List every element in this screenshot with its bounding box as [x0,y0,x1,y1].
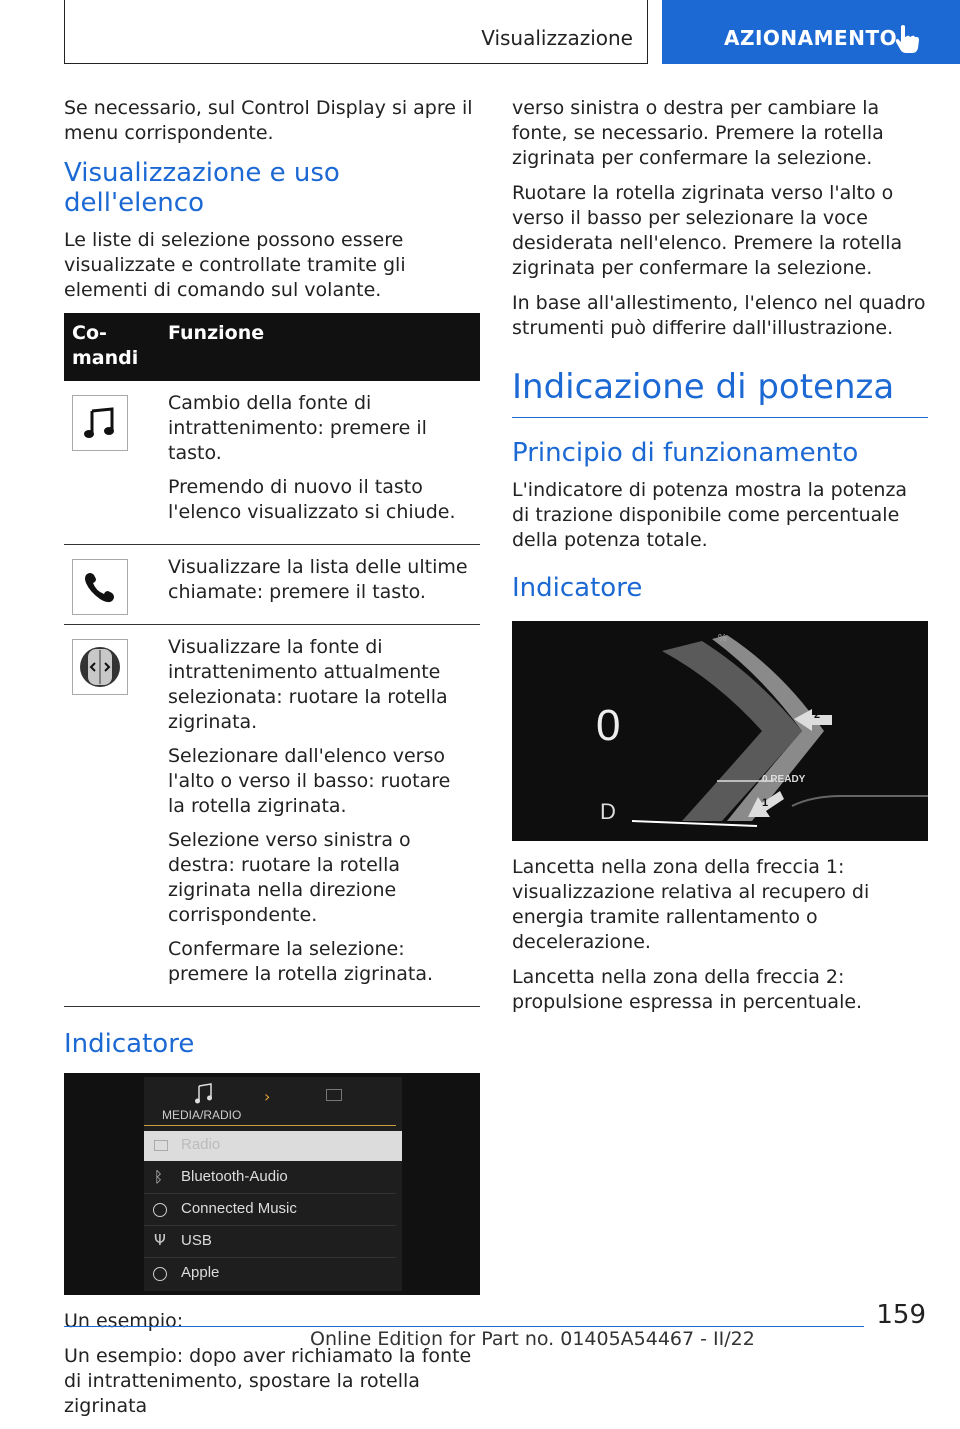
globe-icon [153,1203,167,1217]
phone-icon [72,559,128,615]
page-number: 159 [876,1300,926,1330]
menu-item-apple[interactable]: Apple [144,1259,396,1289]
arrow-2-label: 2 [814,709,821,721]
table-row [64,545,480,625]
table-row [64,381,480,545]
gauge-ready-label: 0 READY [762,774,806,785]
menu-title: MEDIA/RADIO [162,1108,242,1122]
right-column [512,96,928,1025]
media-menu-figure [64,1073,480,1295]
row3-text1: Visualizzare la fonte di intrattenimento attualmente selezionata: ruotare la rotella zigrinata. [168,636,448,733]
music-note-icon [72,395,128,451]
arrow2-description: Lancetta nella zona della freccia 2: propulsione espressa in percentuale. [512,966,863,1013]
gauge-percent-label: % [718,633,727,644]
controls-table [64,313,480,1007]
figure-caption-1: Un esempio: [64,1310,184,1332]
folder-icon [326,1089,342,1101]
row1-text1: Cambio della fonte di intrattenimento: premere il tasto. [168,392,427,464]
right-paragraph-2: Ruotare la rotella zigrinata verso l'alto o verso il basso per selezionare la voce desiderata nell'elenco. Premere la rotella zigrinata per confermare la selezione. [512,182,903,279]
music-note-icon [194,1083,214,1105]
bluetooth-icon: ᛒ [154,1168,164,1186]
footer-divider [64,1326,864,1327]
left-column [64,96,480,1429]
row1-text2: Premendo di nuovo il tasto l'elenco visualizzato si chiude. [168,476,456,523]
intro-paragraph: Se necessario, sul Control Display si apre il menu corrispondente. [64,97,473,144]
menu-item-bluetooth-audio[interactable]: ᛒ Bluetooth-Audio [144,1163,396,1194]
row2-text1: Visualizzare la lista delle ultime chiamate: premere il tasto. [168,556,468,603]
table-header-controls: Comandi [64,313,160,381]
arrow-1-label: 1 [762,797,769,809]
gauge-value: 0 [596,701,621,750]
menu-item-radio[interactable]: Radio [144,1131,402,1161]
row3-text4: Confermare la selezione: premere la rotella zigrinata. [168,938,434,985]
list-paragraph: Le liste di selezione possono essere visualizzate e controllate tramite gli elementi di comando sul volante. [64,229,406,301]
header-chapter-title: AZIONAMENTO [724,26,898,50]
header-chapter-tab [662,0,960,64]
table-row [64,625,480,1007]
header-section-box [64,0,648,64]
pointing-hand-icon [894,24,920,54]
power-gauge-figure [512,621,928,841]
play-circle-icon [153,1267,167,1281]
table-header-function: Funzione [160,313,480,381]
footer-edition-text: Online Edition for Part no. 01405A54467 - II/22 [310,1328,755,1350]
right-paragraph-3: In base all'allestimento, l'elenco nel quadro strumenti può differire dall'illustrazione. [512,292,926,339]
indicator-heading-left: Indicatore [64,1029,195,1059]
power-indicator-heading: Indicazione di potenza [512,367,928,418]
menu-title-underline [144,1125,396,1126]
right-paragraph-1: verso sinistra o destra per cambiare la fonte, se necessario. Premere la rotella zigrinata per confermare la selezione. [512,97,884,169]
figure-caption-2: Un esempio: dopo aver richiamato la fonte di intrattenimento, spostare la rotella zigrinata [64,1345,472,1417]
row3-text3: Selezione verso sinistra o destra: ruotare la rotella zigrinata nella direzione corrispondente. [168,829,411,926]
principle-paragraph: L'indicatore di potenza mostra la potenza di trazione disponibile come percentuale della potenza totale. [512,479,908,551]
menu-item-usb[interactable]: Ψ USB [144,1227,396,1258]
power-gauge-graphic [512,621,928,841]
thumbwheel-icon [72,639,128,695]
menu-item-connected-music[interactable]: Connected Music [144,1195,396,1226]
arrow1-description: Lancetta nella zona della freccia 1: visualizzazione relativa al recupero di energia tramite rallentamento o decelerazione. [512,856,870,953]
header-section-title: Visualizzazione [481,26,633,50]
indicator-heading-right: Indicatore [512,573,643,603]
list-heading: Visualizzazione e uso dell'elenco [64,158,340,218]
chevron-right-icon: › [264,1087,271,1106]
principle-heading: Principio di funzionamento [512,438,859,468]
usb-icon: Ψ [154,1231,166,1249]
gauge-gear: D [600,799,616,824]
radio-icon [154,1140,168,1151]
row3-text2: Selezionare dall'elenco verso l'alto o verso il basso: ruotare la rotella zigrinata. [168,745,451,817]
